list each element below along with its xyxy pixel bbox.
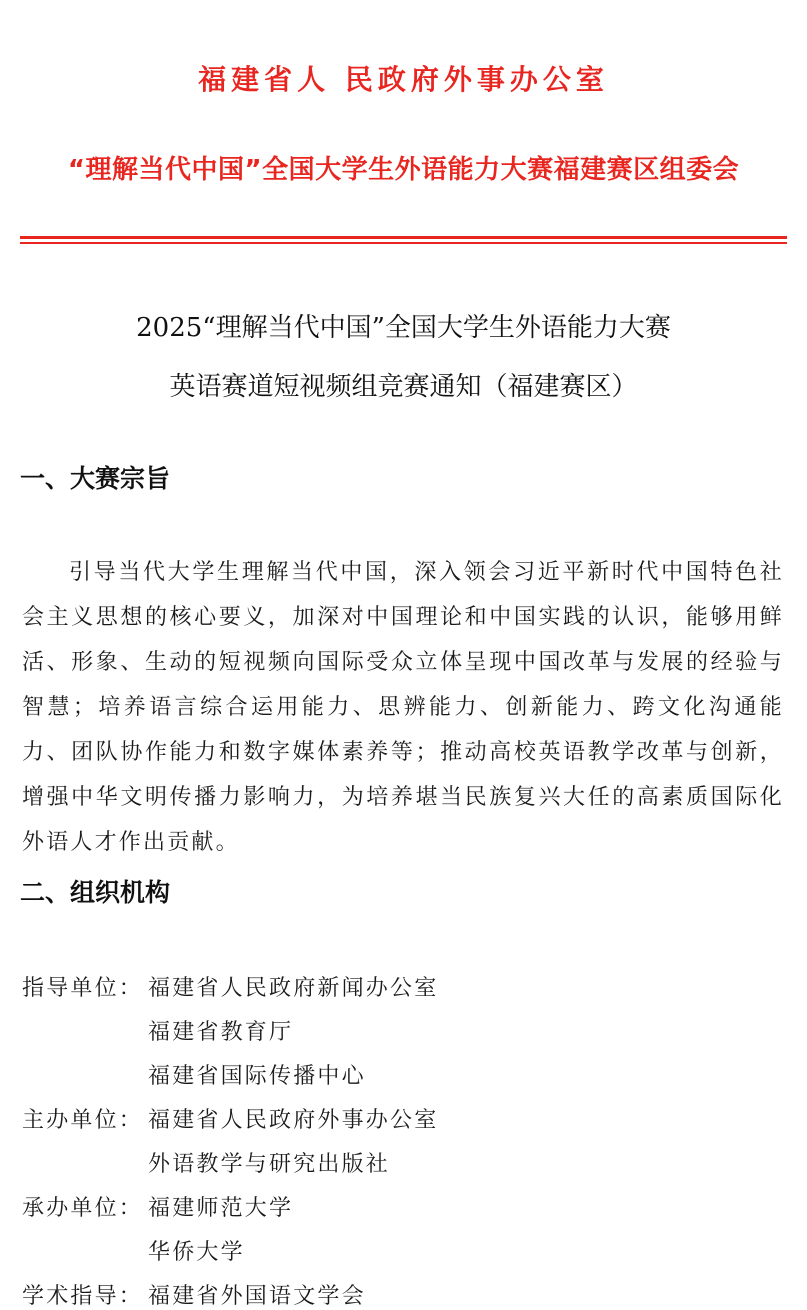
org-row-value: 外语教学与研究出版社 <box>148 1152 391 1177</box>
org-row <box>22 1147 390 1178</box>
org-row-label: 学术指导： <box>22 1284 144 1309</box>
org-row-value: 华侨大学 <box>148 1240 245 1265</box>
org-row-value: 福建省人民政府外事办公室 <box>148 1108 439 1133</box>
org-row-value: 福建省国际传播中心 <box>148 1064 366 1089</box>
org-row-value: 福建省外国语文学会 <box>148 1284 366 1309</box>
document-title-line-2: 英语赛道短视频组竞赛通知（福建赛区） <box>169 372 638 402</box>
org-row-label: 指导单位： <box>22 976 144 1001</box>
org-row <box>22 1191 293 1222</box>
purpose-paragraph: 引导当代大学生理解当代中国，深入领会习近平新时代中国特色社会主义思想的核心要义，加深对中国理论和中国实践的认识，能够用鲜活、形象、生动的短视频向国际受众立体呈现中国改革与发展的经验与智慧；培养语言综合运用能力、思辨能力、创新能力、跨文化沟通能力、团队协作能力和数字媒体素养等；推动高校英语教学改革与创新，增强中华文明传播力影响力，为培养堪当民族复兴大任的高素质国际化外语人才作出贡献。 <box>22 560 784 855</box>
issuer-line-1: 福建省人 民政府外事办公室 <box>198 63 609 96</box>
org-row-value: 福建省教育厅 <box>148 1020 294 1045</box>
section-heading-purpose: 一、大赛宗旨 <box>20 464 171 493</box>
header-rule-thick <box>20 236 787 239</box>
org-row-value: 福建师范大学 <box>148 1196 294 1221</box>
org-row-value: 福建省人民政府新闻办公室 <box>148 976 439 1001</box>
org-row-label: 承办单位： <box>22 1196 144 1221</box>
section-heading-organization: 二、组织机构 <box>20 878 171 907</box>
org-row <box>22 1059 366 1090</box>
org-row-label: 主办单位： <box>22 1108 144 1133</box>
org-row <box>22 1103 438 1134</box>
org-row <box>22 971 438 1002</box>
org-row <box>22 1015 293 1046</box>
document-title-line-1: 2025“理解当代中国”全国大学生外语能力大赛 <box>136 313 671 343</box>
header-rule-thin <box>20 242 787 244</box>
org-row <box>22 1235 245 1266</box>
org-row <box>22 1279 366 1310</box>
issuer-line-2: “理解当代中国”全国大学生外语能力大赛福建赛区组委会 <box>67 155 740 185</box>
